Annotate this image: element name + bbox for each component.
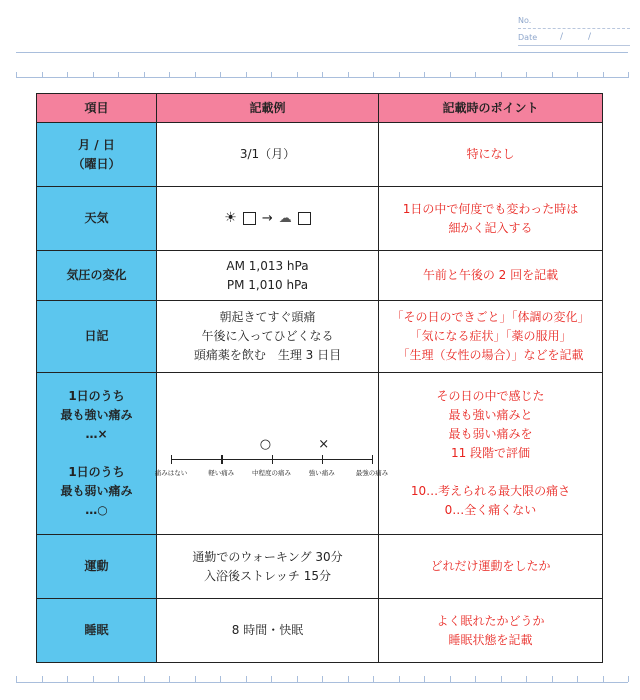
pain-scale-label: 中程度の痛み xyxy=(252,468,291,477)
pain-scale-label: 痛みはない xyxy=(154,468,188,477)
ruler-tick xyxy=(93,72,94,78)
pain-scale-tick xyxy=(171,455,172,464)
ruler-tick xyxy=(373,72,374,78)
table-header-row xyxy=(37,94,603,123)
ruler-tick xyxy=(577,72,578,78)
date-slash-1: / xyxy=(560,32,564,42)
item-weather: 天気 xyxy=(37,187,157,251)
ruler-tick xyxy=(526,72,527,78)
cloud-icon: ☁ xyxy=(278,211,292,226)
ruler-tick xyxy=(603,72,604,78)
pain-scale-label: 軽い痛み xyxy=(208,468,235,477)
ruler-tick xyxy=(297,72,298,78)
example-pressure: AM 1,013 hPa PM 1,010 hPa xyxy=(157,251,379,301)
ruler-tick xyxy=(399,72,400,78)
date-slash-2: / xyxy=(588,32,592,42)
point-date: 特になし xyxy=(379,123,603,187)
header-point: 記載時のポイント xyxy=(379,94,603,123)
ruler-tick xyxy=(424,72,425,78)
weather-arrow: → xyxy=(261,211,273,226)
ruler-tick xyxy=(42,72,43,78)
table-row xyxy=(37,251,603,301)
item-pressure: 気圧の変化 xyxy=(37,251,157,301)
table-row xyxy=(37,373,603,535)
sun-icon: ☀ xyxy=(224,210,237,226)
header-rule xyxy=(16,52,628,53)
ruler-tick xyxy=(169,72,170,78)
notebook-header xyxy=(0,0,640,80)
table-row xyxy=(37,123,603,187)
item-sleep: 睡眠 xyxy=(37,599,157,663)
header-item: 項目 xyxy=(37,94,157,123)
point-weather: 1日の中で何度でも変わった時は 細かく記入する xyxy=(379,187,603,251)
weakest-pain-mark: ○ xyxy=(259,436,272,452)
ruler-tick xyxy=(67,72,68,78)
ruler-tick xyxy=(246,72,247,78)
point-diary: 「その日のできごと」「体調の変化」 「気になる症状」「薬の服用」 「生理（女性の場合）」などを記載 xyxy=(379,301,603,373)
ruler-tick xyxy=(195,72,196,78)
ruler-tick xyxy=(271,72,272,78)
footer-rule xyxy=(16,682,628,683)
no-line xyxy=(518,28,630,29)
ruler-tick xyxy=(552,72,553,78)
point-sleep: よく眠れたかどうか 睡眠状態を記載 xyxy=(379,599,603,663)
weather-checkbox-icon xyxy=(298,212,311,225)
item-diary: 日記 xyxy=(37,301,157,373)
weather-example xyxy=(224,209,310,228)
example-pain xyxy=(154,373,389,535)
header-example: 記載例 xyxy=(157,94,379,123)
ruler-tick xyxy=(450,72,451,78)
ruler-tick xyxy=(475,72,476,78)
pain-scale-tick xyxy=(221,455,222,464)
point-exercise: どれだけ運動をしたか xyxy=(379,535,603,599)
table-row xyxy=(37,599,603,663)
ruler-tick xyxy=(144,72,145,78)
example-sleep: 8 時間・快眠 xyxy=(157,599,379,663)
pain-scale-example xyxy=(154,374,389,534)
point-pressure: 午前と午後の 2 回を記載 xyxy=(379,251,603,301)
pain-scale-label: 最強の痛み xyxy=(355,468,389,477)
pain-scale-tick xyxy=(322,455,323,464)
table-row xyxy=(37,187,603,251)
item-exercise: 運動 xyxy=(37,535,157,599)
item-date: 月 / 日 （曜日） xyxy=(37,123,157,187)
ruler-tick xyxy=(322,72,323,78)
headache-diary-table xyxy=(36,93,603,663)
ruler-tick xyxy=(16,72,17,78)
example-diary: 朝起きてすぐ頭痛 午後に入ってひどくなる 頭痛薬を飲む 生理 3 日目 xyxy=(157,301,379,373)
ruler-tick xyxy=(348,72,349,78)
no-label: No. xyxy=(518,16,532,25)
ruler-ticks-top xyxy=(16,72,628,78)
ruler-tick xyxy=(628,72,629,78)
weather-checkbox-icon xyxy=(243,212,256,225)
example-date: 3/1（月） xyxy=(157,123,379,187)
ruler-tick xyxy=(220,72,221,78)
point-pain: その日の中で感じた 最も強い痛みと 最も弱い痛みを 11 段階で評価 10…考えられる最大限の痛さ 0…全く痛くない xyxy=(379,373,603,535)
ruler-tick xyxy=(628,676,629,682)
example-weather xyxy=(157,187,379,251)
date-line xyxy=(518,45,630,46)
strongest-pain-mark: × xyxy=(318,436,330,452)
pain-scale xyxy=(154,436,389,489)
pain-scale-tick xyxy=(372,455,373,464)
ruler-tick xyxy=(501,72,502,78)
example-exercise: 通勤でのウォーキング 30分 入浴後ストレッチ 15分 xyxy=(157,535,379,599)
pain-scale-tick xyxy=(272,455,273,464)
date-label: Date xyxy=(518,33,538,42)
pain-scale-label: 強い痛み xyxy=(308,468,335,477)
item-pain: 1日のうち 最も強い痛み …× 1日のうち 最も弱い痛み …○ xyxy=(37,373,157,535)
table-row xyxy=(37,301,603,373)
ruler-tick xyxy=(118,72,119,78)
table-row xyxy=(37,535,603,599)
